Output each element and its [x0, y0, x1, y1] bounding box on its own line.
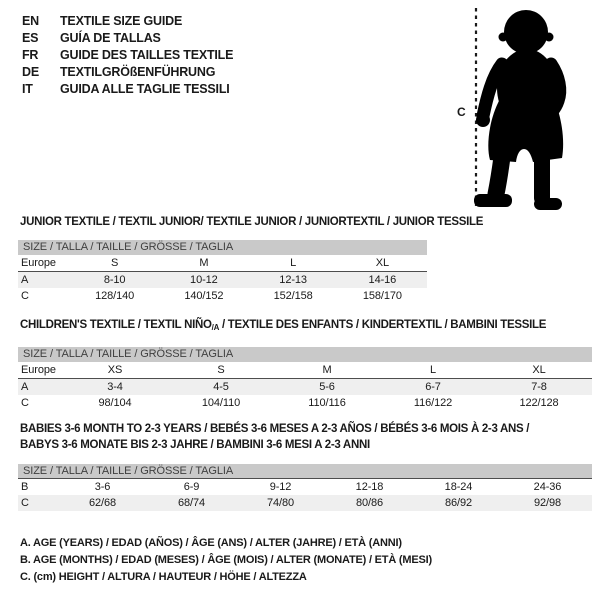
- table-cell: XL: [532, 364, 546, 376]
- row-label: Europe: [21, 257, 56, 269]
- section-title-babies-line1: BABIES 3-6 MONTH TO 2-3 YEARS / BEBÉS 3-6 MESES A 2-3 AÑOS / BÉBÉS 3-6 MOIS À 2-3 ANS /: [20, 423, 530, 435]
- table-cell: 92/98: [533, 497, 562, 509]
- table-cell: S: [111, 257, 119, 269]
- table-cell: XS: [107, 364, 123, 376]
- table-cell: XL: [375, 257, 389, 269]
- title-subscript: /A: [211, 323, 220, 332]
- table-cell: M: [199, 257, 209, 269]
- row-label: A: [21, 274, 29, 286]
- title-text: / TEXTILE DES ENFANTS / KINDERTEXTIL / BAMBINI TESSILE: [219, 319, 547, 331]
- language-header: [22, 13, 233, 98]
- legend-line-c: C. (cm) HEIGHT / ALTURA / HAUTEUR / HÖHE / ALTEZZA: [20, 571, 307, 583]
- table-cell: 128/140: [95, 290, 135, 302]
- table-cell: 14-16: [368, 274, 397, 286]
- table-row: [18, 379, 592, 395]
- row-label: Europe: [21, 364, 56, 376]
- table-cell: 6-7: [425, 381, 441, 393]
- row-label: C: [21, 290, 29, 302]
- table-cell: 74/80: [266, 497, 295, 509]
- legend-line-a: A. AGE (YEARS) / EDAD (AÑOS) / ÂGE (ANS) / ALTER (JAHRE) / ETÀ (ANNI): [20, 537, 402, 549]
- table-cell: 12-13: [279, 274, 307, 286]
- table-row: [18, 495, 592, 511]
- baby-figure: [450, 2, 600, 216]
- baby-silhouette-svg: [450, 2, 600, 216]
- height-measure-label: C: [457, 105, 466, 119]
- table-cell: 7-8: [531, 381, 547, 393]
- table-cell: 68/74: [177, 497, 206, 509]
- table-cell: 8-10: [103, 274, 126, 286]
- language-row: [22, 30, 233, 47]
- table-cell: 3-6: [94, 481, 111, 493]
- table-cell: 80/86: [355, 497, 384, 509]
- table-cell: 110/116: [308, 397, 346, 409]
- language-row: [22, 13, 233, 30]
- measurement-legend: [20, 535, 432, 586]
- section-title-children: [20, 319, 546, 332]
- table-cell: 122/128: [519, 397, 559, 409]
- table-cell: 24-36: [533, 481, 562, 493]
- table-cell: 9-12: [269, 481, 292, 493]
- language-row: [22, 81, 233, 98]
- section-title-junior: JUNIOR TEXTILE / TEXTIL JUNIOR/ TEXTILE JUNIOR / JUNIORTEXTIL / JUNIOR TESSILE: [20, 216, 484, 228]
- table-row: [18, 479, 592, 495]
- table-row: [18, 395, 592, 411]
- language-code: DE: [22, 65, 39, 79]
- table-cell: 5-6: [319, 381, 335, 393]
- babies-size-table: [18, 464, 592, 511]
- table-row: [18, 255, 427, 272]
- title-text: CHILDREN'S TEXTILE / TEXTIL NIÑO: [20, 319, 212, 331]
- table-cell: 12-18: [355, 481, 384, 493]
- language-code: IT: [22, 82, 33, 96]
- table-cell: M: [322, 364, 332, 376]
- language-code: FR: [22, 48, 39, 62]
- row-label: C: [21, 497, 29, 509]
- table-cell: 10-12: [190, 274, 218, 286]
- size-header-bar: SIZE / TALLA / TAILLE / GRÖSSE / TAGLIA: [18, 347, 592, 362]
- section-title-babies-line2: BABYS 3-6 MONATE BIS 2-3 JAHRE / BAMBINI 3-6 MESI A 2-3 ANNI: [20, 439, 370, 451]
- language-label: GUIDE DES TAILLES TEXTILE: [60, 48, 234, 62]
- table-cell: 104/110: [201, 397, 241, 409]
- legend-line-b: B. AGE (MONTHS) / EDAD (MESES) / ÂGE (MOIS) / ALTER (MONATE) / ETÀ (MESI): [20, 554, 432, 566]
- language-label: TEXTILE SIZE GUIDE: [60, 14, 183, 28]
- children-size-table: [18, 347, 592, 411]
- language-code: ES: [22, 31, 39, 45]
- table-cell: L: [429, 364, 437, 376]
- table-row: [18, 288, 427, 304]
- table-cell: 98/104: [98, 397, 132, 409]
- row-label: B: [21, 481, 29, 493]
- table-cell: 62/68: [88, 497, 117, 509]
- language-row: [22, 64, 233, 81]
- table-cell: 140/152: [184, 290, 224, 302]
- table-cell: 6-9: [183, 481, 200, 493]
- language-code: EN: [22, 14, 39, 28]
- table-cell: 4-5: [213, 381, 229, 393]
- language-row: [22, 47, 233, 64]
- size-header-bar: SIZE / TALLA / TAILLE / GRÖSSE / TAGLIA: [18, 464, 592, 479]
- table-cell: 152/158: [273, 290, 313, 302]
- table-cell: L: [290, 257, 297, 269]
- table-cell: S: [217, 364, 225, 376]
- table-cell: 3-4: [107, 381, 123, 393]
- language-label: TEXTILGRÖßENFÜHRUNG: [60, 65, 216, 79]
- size-header-bar: SIZE / TALLA / TAILLE / GRÖSSE / TAGLIA: [18, 240, 427, 255]
- row-label: C: [21, 397, 29, 409]
- table-row: [18, 362, 592, 379]
- table-cell: 158/170: [362, 290, 402, 302]
- junior-size-table: [18, 240, 427, 304]
- language-label: GUÍA DE TALLAS: [60, 31, 161, 45]
- baby-silhouette: [474, 10, 563, 210]
- row-label: A: [21, 381, 29, 393]
- language-label: GUIDA ALLE TAGLIE TESSILI: [60, 82, 230, 96]
- table-cell: 18-24: [444, 481, 473, 493]
- table-cell: 86/92: [444, 497, 473, 509]
- table-row: [18, 272, 427, 288]
- table-cell: 116/122: [413, 397, 453, 409]
